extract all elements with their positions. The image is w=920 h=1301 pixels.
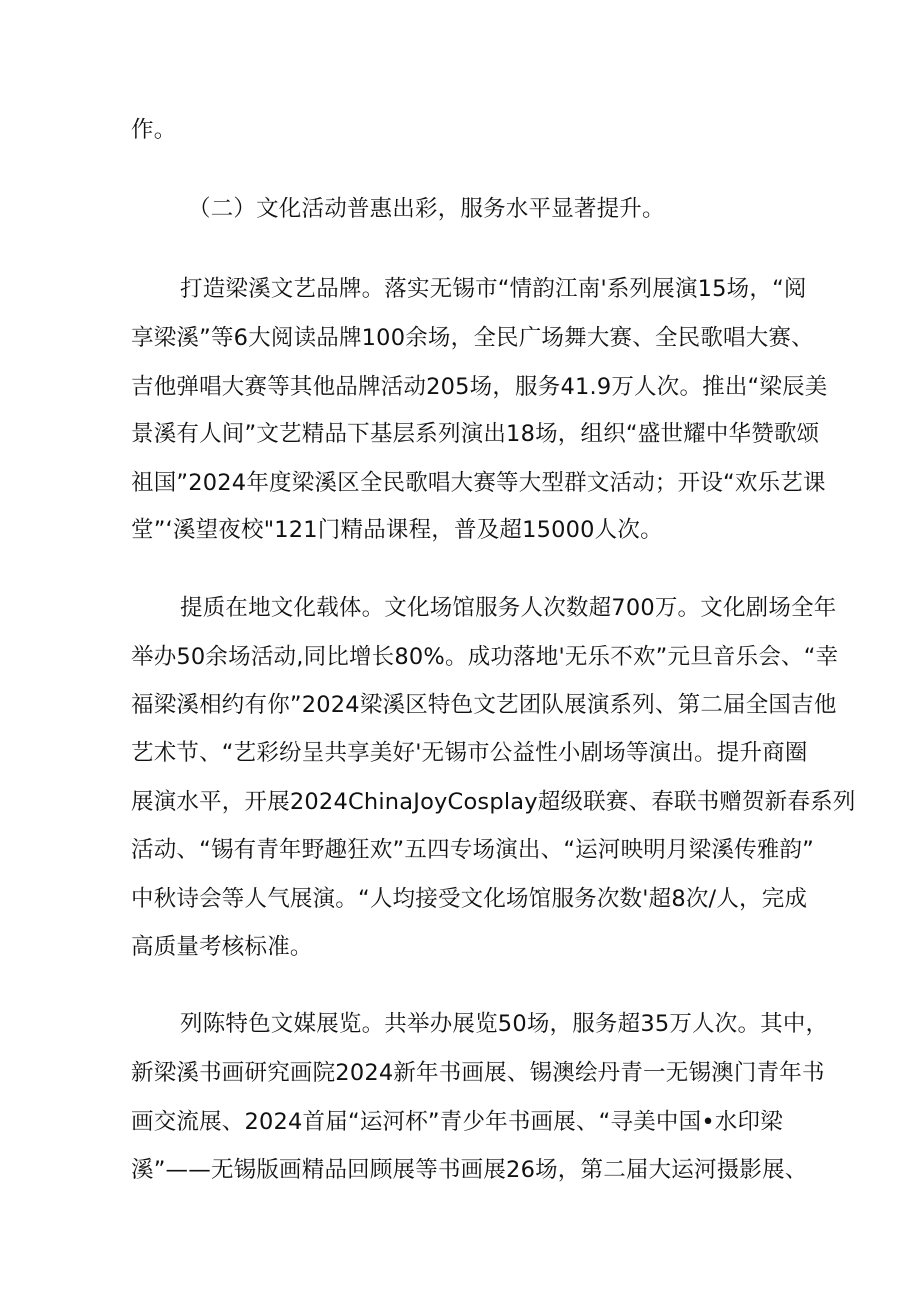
paragraph-1-line-4: 景溪有人间”文艺精品下基层系列演出18场，组织“盛世耀中华赞歌颂	[131, 421, 820, 447]
paragraph-2-line-1: 提质在地文化载体。文化场馆服务人次数超700万。文化剧场全年	[180, 595, 837, 621]
paragraph-1-line-2: 享梁溪”等6大阅读品牌100余场，全民广场舞大赛、全民歌唱大赛、	[131, 325, 814, 351]
paragraph-3-line-4: 溪”——无锡版画精品回顾展等书画展26场，第二届大运河摄影展、	[131, 1157, 808, 1183]
paragraph-2-line-2: 举办50余场活动,同比增长80%。成功落地'无乐不欢”元旦音乐会、“幸	[131, 644, 839, 670]
paragraph-1-line-1: 打造梁溪文艺品牌。落实无锡市“情韵江南'系列展演15场，“阅	[180, 276, 807, 302]
paragraph-2-line-7: 中秋诗会等人气展演。“人均接受文化场馆服务次数'超8次/人，完成	[131, 886, 808, 912]
section-heading: （二）文化活动普惠出彩，服务水平显著提升。	[188, 196, 665, 222]
paragraph-3-line-3: 画交流展、2024首届“运河杯”青少年书画展、“寻美中国•水印梁	[131, 1109, 783, 1135]
paragraph-3-line-1: 列陈特色文媒展览。共举办展览50场，服务超35万人次。其中，	[180, 1011, 829, 1037]
paragraph-2-line-6: 活动、“锡有青年野趣狂欢”五四专场演出、“运河映明月梁溪传雅韵”	[131, 837, 815, 863]
text-line-continuation: 作。	[131, 117, 177, 143]
paragraph-1-line-5: 祖国”2024年度梁溪区全民歌唱大赛等大型群文活动；开设“欢乐艺课	[131, 470, 826, 496]
paragraph-2-line-5: 展演水平，开展2024ChinaJoyCosplay超级联赛、春联书赠贺新春系列	[131, 789, 856, 815]
paragraph-3-line-2: 新梁溪书画研究画院2024新年书画展、锡澳绘丹青一无锡澳门青年书	[131, 1060, 825, 1086]
paragraph-2-line-3: 福梁溪相约有你”2024梁溪区特色文艺团队展演系列、第二届全国吉他	[131, 692, 837, 718]
paragraph-1-line-6: 堂”‘溪望夜校"121门精品课程，普及超15000人次。	[131, 517, 663, 543]
paragraph-2-line-8: 高质量考核标准。	[131, 934, 313, 960]
paragraph-1-line-3: 吉他弹唱大赛等其他品牌活动205场，服务41.9万人次。推出“梁辰美	[131, 374, 828, 400]
paragraph-2-line-4: 艺术节、“艺彩纷呈共享美好'无锡市公益性小剧场等演出。提升商圈	[131, 740, 808, 766]
